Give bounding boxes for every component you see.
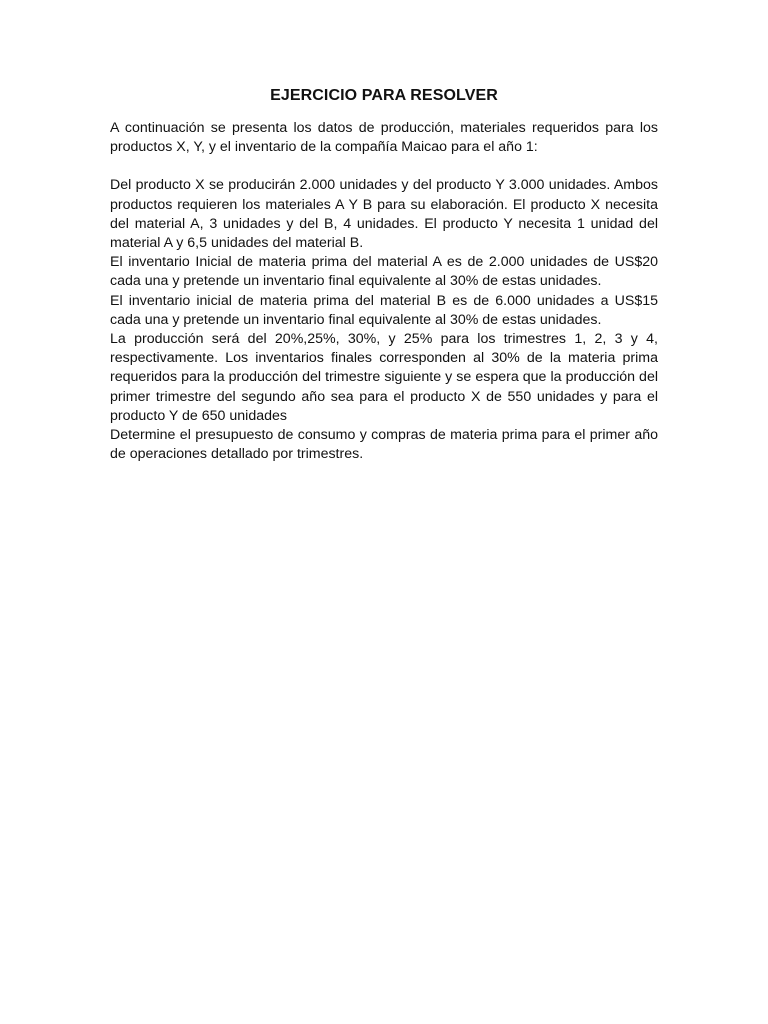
paragraph-production-schedule: La producción será del 20%,25%, 30%, y 25% para los trimestres 1, 2, 3 y 4, respectivamente. Los inventarios finales corresponden al 30% de la materia prima requeridos para la producción del trimestre siguiente y se espera que la producción del primer trimestre del segundo año sea para el producto X de 550 unidades y para el producto Y de 650 unidades — [110, 331, 658, 424]
paragraph-products: Del producto X se producirán 2.000 unidades y del producto Y 3.000 unidades. Ambos productos requieren los materiales A Y B para su elaboración. El producto X necesita del material A, 3 unidades y del B, 4 unidades. El producto Y necesita 1 unidad del material A y 6,5 unidades del material B. — [110, 177, 658, 252]
document-page — [110, 86, 658, 464]
paragraph-inventory-b: El inventario inicial de materia prima del material B es de 6.000 unidades a US$15 cada una y pretende un inventario final equivalente al 30% de estas unidades. — [110, 292, 658, 328]
paragraph-spacer — [110, 157, 658, 176]
paragraph-instruction: Determine el presupuesto de consumo y compras de materia prima para el primer año de operaciones detallado por trimestres. — [110, 427, 658, 463]
intro-paragraph: A continuación se presenta los datos de producción, materiales requeridos para los productos X, Y, y el inventario de la compañía Maicao para el año 1: — [110, 120, 658, 156]
paragraph-inventory-a: El inventario Inicial de materia prima del material A es de 2.000 unidades de US$20 cada una y pretende un inventario final equivalente al 30% de estas unidades. — [110, 254, 658, 290]
document-title: EJERCICIO PARA RESOLVER — [270, 87, 498, 104]
